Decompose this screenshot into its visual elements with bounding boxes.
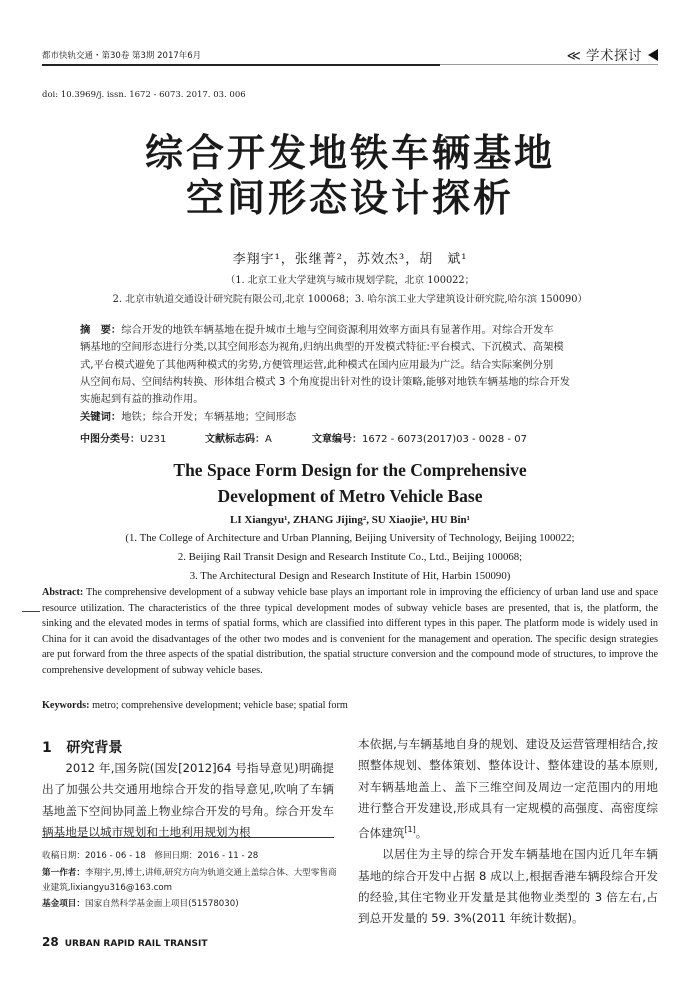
abstract-en-text: The comprehensive development of a subway vehicle base plays an important role in improving the efficiency of urban land use and space resource utilization. The characteristics of the three typical development modes of subway vehicle bases are presented, that is, the platform, the sinking and the elevated modes in terms of spatial forms, which are classified into different types in this paper. The platform mode is widely used in China for it can avoid the disadvantages of the other two modes and is convenient for the management and operation. The specific design strategies are put forward from the three aspects of the spatial distribution, the spatial structure conversion and the compound mode of structures, to improve the comprehensive development of subway vehicle bases. [42,587,658,676]
affiliation-cn-line2: 2. 北京市轨道交通设计研究院有限公司,北京 100068；3. 哈尔滨工业大学建筑设计研究院,哈尔滨 150090） [112,294,588,305]
page-number: 28 [42,935,59,949]
abstract-cn [80,322,618,408]
journal-name-en: URBAN RAPID RAIL TRANSIT [64,939,208,949]
abstract-en [42,585,658,679]
doc-code-label: 文献标志码： [205,434,265,445]
section-number: 1 [42,740,52,756]
keywords-cn-label: 关键词： [80,411,122,423]
keywords-en-text: metro; comprehensive development; vehicle base; spatial form [92,700,348,711]
abstract-cn-line: 式,平台模式避免了其他两种模式的劣势,方便管理运营,此种模式在国内应用最为广泛。结合实际案例分别 [80,358,554,371]
header-rule-thin [440,64,658,65]
doc-code-value: A [265,434,272,445]
abstract-cn-line: 辆基地的空间形态进行分类,以其空间形态为视角,归纳出典型的开发模式特征:平台模式、下沉模式、高架模 [80,341,564,354]
affiliation-en-line1: (1. The College of Architecture and Urban Planning, Beijing University of Technology, Beijing 100022; [125,532,575,544]
section-title: 研究背景 [66,740,123,756]
body-left-column [42,758,334,843]
fund-text: 国家自然科学基金面上项目(51578030) [84,899,239,909]
abstract-en-label: Abstract: [42,587,84,598]
citation-ref: [1] [404,825,416,835]
abstract-cn-line: 摘 要：综合开发的地铁车辆基地在提升城市土地与空间资源利用效率方面具有显著作用。对综合开发车 [80,324,554,336]
article-no-label: 文章编号： [312,434,362,445]
header-rule [42,64,440,66]
footnote-fund [42,897,342,912]
keywords-en-label: Keywords: [42,700,90,711]
title-cn-line2: 空间形态设计探析 [185,176,514,220]
body-right-column [358,734,658,930]
affiliation-en-line2: 2. Beijing Rail Transit Design and Research Institute Co., Ltd., Beijing 100068; [177,551,523,563]
section-label [567,44,658,64]
body-paragraph: 2012 年,国务院(国发[2012]64 号指导意见)明确提出了加强公共交通用地综合开发的指导意见,吹响了车辆基地盖下空间协同盖上物业综合开发的号角。综合开发车辆基地是以城市规划和土地利用规划为根 [42,761,334,839]
keywords-cn [80,409,618,426]
keywords-en [42,700,348,711]
abstract-cn-label: 摘 要： [80,324,122,336]
body-paragraph: 以居住为主导的综合开发车辆基地在国内近几年车辆基地的综合开发中占据 8 成以上,根据香港车辆段综合开发的经验,其住宅物业开发量是其他物业类型的 3 倍左右,占到总开发量的 59. 3%(2011 年统计数据)。 [358,847,658,926]
abstract-cn-line: 实施起到有益的推动作用。 [80,393,204,406]
footnote-dates: 收稿日期：2016 - 06 - 18 修回日期：2016 - 11 - 28 [42,851,259,861]
section-heading [42,737,122,757]
affiliation-cn-line1: （1. 北京工业大学建筑与城市规划学院，北京 100022； [225,275,475,286]
page-footer [42,935,208,949]
title-en-line2: Development of Metro Vehicle Base [217,486,483,506]
keywords-cn-text: 地铁；综合开发；车辆基地；空间形态 [121,411,297,423]
footnote-rule [42,837,334,838]
first-author-label: 第一作者： [42,868,85,878]
article-no-value: 1672 - 6073(2017)03 - 0028 - 07 [362,434,527,445]
title-en-line1: The Space Form Design for the Comprehensive [173,460,527,480]
authors-en: LI Xiangyu¹, ZHANG Jijing², SU Xiaojie³, HU Bin¹ [230,514,470,526]
doi: doi: 10.3969/j. issn. 1672 - 6073. 2017. 03. 006 [42,90,246,100]
footnote-first-author [42,866,342,895]
affiliation-en-line3: 3. The Architectural Design and Research Institute of Hit, Harbin 150090) [189,570,511,582]
first-author-text: 李翔宇,男,博士,讲师,研究方向为轨道交通上盖综合体、大型零售商业建筑,lixiangyu316@163.com [42,868,337,893]
fund-label: 基金项目： [42,899,85,909]
title-cn-line1: 综合开发地铁车辆基地 [144,131,555,175]
body-paragraph: 本依据,与车辆基地自身的规划、建设及运营管理相结合,按照整体规划、整体策划、整体设计、整体建设的基本原则,对车辆基地盖上、盖下三维空间及周边一定范围内的用地进行整合开发建设,形成具有一定规模的高强度、高密度综合体建筑[1]。 [358,737,658,841]
section-label-text: ≪ 学术探讨 [566,48,642,64]
margin-mark [22,611,40,612]
clc-label: 中图分类号： [80,434,140,445]
authors-cn: 李翔宇¹，张继菁²，苏效杰³，胡 斌¹ [232,252,468,267]
abstract-cn-line: 从空间布局、空间结构转换、形体组合模式 3 个角度提出针对性的设计策略,能够对地铁车辆基地的综合开发 [80,375,571,388]
journal-header: 都市快轨交通・第30卷 第3期 2017年6月 [42,51,202,61]
clc-value: U231 [140,434,167,445]
triangle-left-icon [648,49,658,61]
